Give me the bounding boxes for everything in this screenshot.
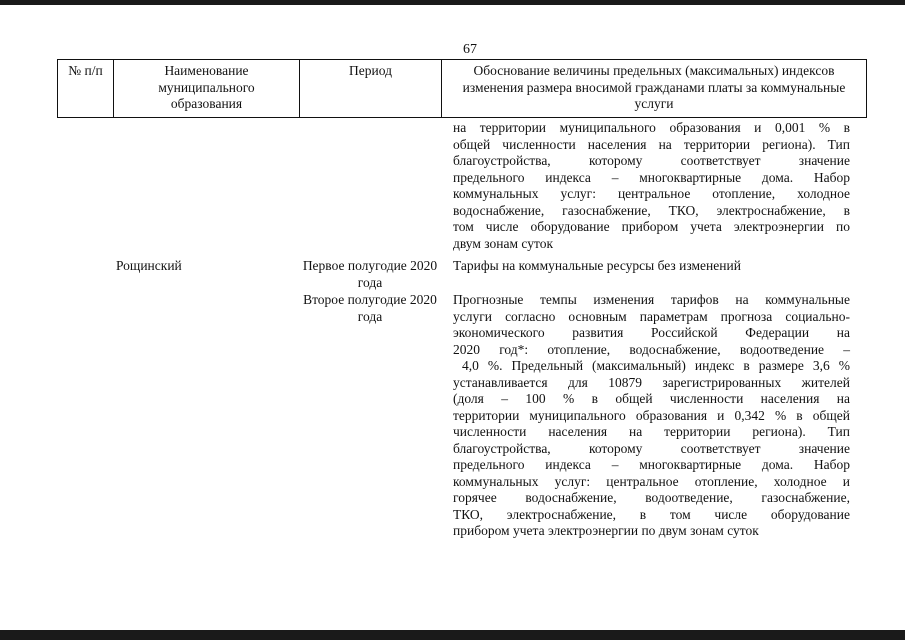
justification-line: ТКО, электроснабжение, в том числе оборудование	[453, 506, 850, 522]
municipality-name: Рощинский	[116, 258, 182, 273]
tariff-table	[57, 59, 867, 118]
table-header	[57, 59, 867, 118]
continuation-line: двум зонам суток	[453, 235, 554, 251]
continuation-line: предельного индекса – многоквартирные дома. Набор	[453, 169, 850, 185]
header-period	[299, 60, 441, 117]
justification-line: экономического развития Российской Федерации на	[453, 325, 850, 340]
period-first-half: Первое полугодие 2020 года	[302, 258, 438, 290]
header-municipality-label: Наименование муниципального образования	[158, 63, 255, 111]
continuation-line: на территории муниципального образования и 0,001 % в	[453, 120, 850, 135]
justification-line: (доля – 100 % в общей численности населения на	[453, 391, 850, 406]
header-justification	[441, 60, 867, 117]
scan-border-bottom	[0, 630, 905, 640]
justification-line: благоустройства, которому соответствует значение	[453, 440, 850, 456]
continuation-line: водоснабжение, газоснабжение, ТКО, электроснабжение, в	[453, 202, 850, 218]
continuation-line: том числе оборудование прибором учета электроэнергии по	[453, 219, 850, 234]
continuation-line: коммунальных услуг: центральное отопление, холодное	[453, 186, 850, 201]
justification-line: услуги согласно основным параметрам прогноза социально-	[453, 308, 850, 324]
scan-border-top	[0, 0, 905, 5]
justification-line: прибором учета электроэнергии по двум зонам суток	[453, 523, 759, 538]
period-second-half: Второе полугодие 2020 года	[303, 292, 437, 324]
justification-line: территории муниципального образования и 0,342 % в общей	[453, 407, 850, 423]
justification-line: предельного индекса – многоквартирные дома. Набор	[453, 457, 850, 472]
justification-line: численности населения на территории региона). Тип	[453, 424, 850, 439]
justification-line: коммунальных услуг: центральное отопление, холодное и	[453, 473, 850, 489]
continuation-line: благоустройства, которому соответствует значение	[453, 153, 850, 168]
continuation-text	[453, 120, 850, 252]
justification-line: Прогнозные темпы изменения тарифов на коммунальные	[453, 292, 850, 307]
header-period-label: Период	[349, 63, 392, 78]
header-justification-label: Обоснование величины предельных (максимальных) индексов изменения размера вносимой гражданами платы за коммунальные услуги	[462, 63, 846, 111]
justification-line: 4,0 %. Предельный (максимальный) индекс в размере 3,6 %	[453, 358, 850, 373]
header-municipality	[113, 60, 299, 117]
page-number: 67	[463, 42, 477, 57]
header-number-label: № п/п	[68, 63, 103, 78]
justification-second-half	[453, 292, 850, 540]
justification-line: 2020 год*: отопление, водоснабжение, водоотведение –	[453, 341, 850, 357]
continuation-line: общей численности населения на территории региона). Тип	[453, 136, 850, 152]
justification-first-half: Тарифы на коммунальные ресурсы без изменений	[453, 258, 741, 273]
header-number	[57, 60, 113, 117]
justification-line: горячее водоснабжение, водоотведение, газоснабжение,	[453, 490, 850, 505]
justification-line: устанавливается для 10879 зарегистрированных жителей	[453, 374, 850, 390]
